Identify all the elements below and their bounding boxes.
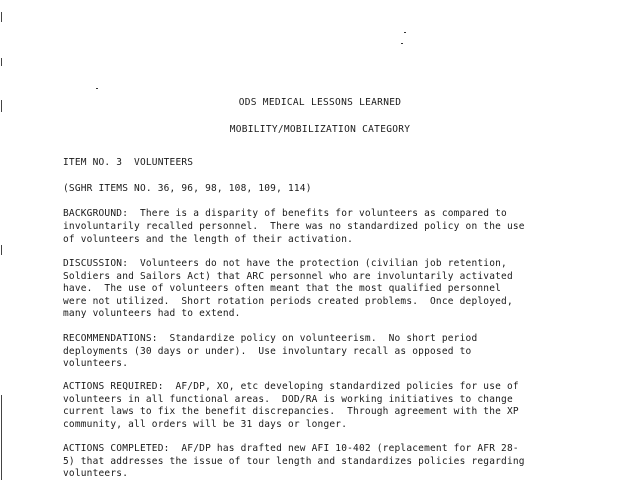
paragraph-line: deployments (30 days or under). Use involuntary recall as opposed to [63, 346, 472, 357]
document-subtitle: MOBILITY/MOBILIZATION CATEGORY [229, 124, 411, 135]
paragraph-line: current laws to fix the benefit discrepancies. Through agreement with the XP [63, 406, 519, 417]
item-heading: ITEM NO. 3 VOLUNTEERS [63, 157, 194, 168]
scan-edge-mark [1, 58, 2, 66]
paragraph-line: DISCUSSION: Volunteers do not have the protection (civilian job retention, [63, 258, 507, 269]
paragraph-line: volunteers in all functional areas. DOD/RA is working initiatives to change [63, 394, 513, 405]
paragraph-line: community, all orders will be 31 days or longer. [63, 419, 348, 430]
paragraph-line: ACTIONS COMPLETED: AF/DP has drafted new AFI 10-402 (replacement for AFR 28- [63, 443, 519, 454]
scan-speck [404, 32, 406, 33]
paragraph-line: volunteers. [63, 358, 129, 369]
paragraph-line: have. The use of volunteers often meant that the most qualified personnel [63, 283, 502, 294]
scan-edge-mark [1, 395, 2, 480]
paragraph-line: ACTIONS REQUIRED: AF/DP, XO, etc developing standardized policies for use of [63, 381, 519, 392]
paragraph-line: BACKGROUND: There is a disparity of benefits for volunteers as compared to [63, 208, 507, 219]
document-title: ODS MEDICAL LESSONS LEARNED [238, 97, 402, 108]
sghr-items: (SGHR ITEMS NO. 36, 96, 98, 108, 109, 114) [63, 183, 312, 194]
paragraph-line: 5) that addresses the issue of tour length and standardizes policies regarding [63, 456, 525, 467]
paragraph-line: many volunteers had to extend. [63, 308, 241, 319]
paragraph-line: RECOMMENDATIONS: Standardize policy on volunteerism. No short period [63, 333, 478, 344]
paragraph-line: of volunteers and the length of their activation. [63, 234, 354, 245]
scan-edge-mark [1, 12, 2, 22]
scan-edge-mark [1, 245, 2, 255]
paragraph-line: Soldiers and Sailors Act) that ARC personnel who are involuntarily activated [63, 271, 513, 282]
scan-speck [401, 43, 403, 44]
paragraph-line: were not utilized. Short rotation periods created problems. Once deployed, [63, 296, 513, 307]
scan-speck [96, 88, 98, 89]
paragraph-line: involuntarily recalled personnel. There was no standardized policy on the use [63, 221, 525, 232]
paragraph-line: volunteers. [63, 468, 129, 479]
